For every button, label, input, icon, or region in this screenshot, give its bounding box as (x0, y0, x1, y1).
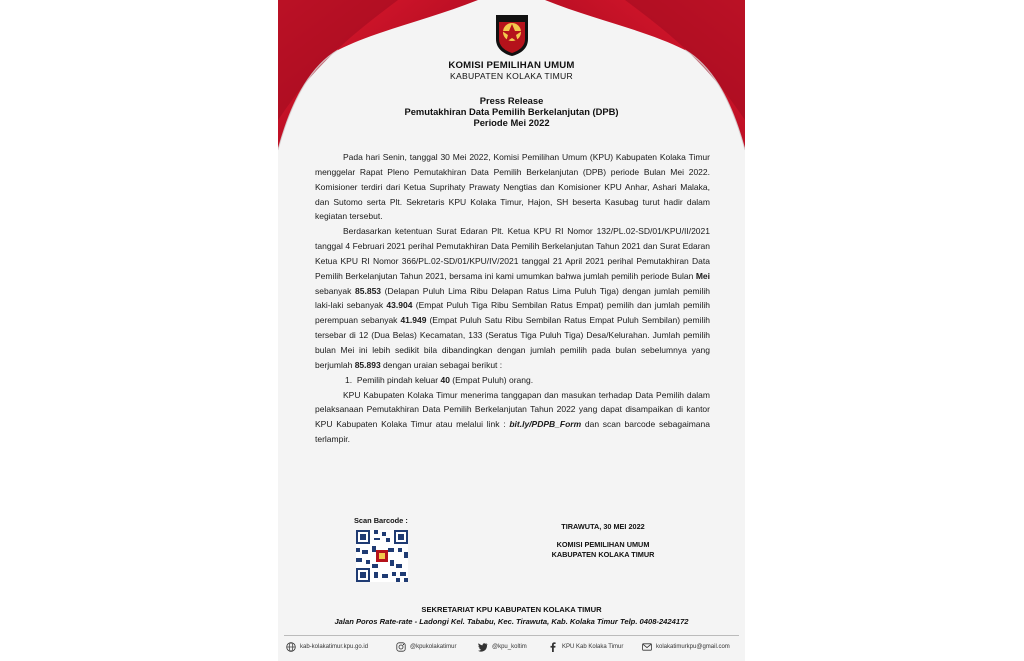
press-release-heading: Press Release (479, 95, 544, 106)
scan-barcode-label: Scan Barcode : (354, 516, 408, 525)
social-label: @kpu_koltim (492, 644, 527, 650)
social-facebook[interactable] (548, 642, 623, 652)
instagram-icon (396, 642, 406, 652)
social-instagram[interactable] (396, 642, 456, 652)
press-release-subject: Pemutakhiran Data Pemilih Berkelanjutan (DPB) (404, 106, 619, 117)
social-twitter[interactable] (478, 642, 527, 652)
text-span: (Empat Puluh) orang. (449, 374, 534, 385)
text-span: dan scan barcode sebagaimana terlampir. (315, 419, 710, 445)
qr-code[interactable] (356, 530, 408, 582)
signature-date: TIRAWUTA, 30 MEI 2022 (561, 522, 645, 531)
facebook-icon (548, 642, 558, 652)
text-span: KPU Kabupaten Kolaka Timur menerima tanggapan dan masukan terhadap Data Pemilih dalam pelaksanaan Pemutakhiran Data Pemilih Berkelanjutan Tahun 2022 yang dapat disampaikan di kantor KPU Kabupaten Kolaka Timur atau melalui link : (315, 389, 710, 430)
footer-secretariat: SEKRETARIAT KPU KABUPATEN KOLAKA TIMUR (421, 605, 602, 614)
month-highlight: Mei (695, 270, 710, 281)
text-span: Pemilih pindah keluar (356, 374, 441, 385)
kpu-logo-icon (492, 11, 532, 57)
text-span: dengan uraian sebagai berikut : (380, 359, 503, 370)
mail-icon (642, 642, 652, 652)
paragraph-1: Pada hari Senin, tanggal 30 Mei 2022, Komisi Pemilihan Umum (KPU) Kabupaten Kolaka Timur menggelar Rapat Pleno Pemutakhiran Data Pemilih Berkelanjutan (DPB) periode Bulan Mei 2022. Komisioner terdiri dari Ketua Suprihaty Prawaty Nengtias dan Komisioner KPU Anhar, Ashari Malaka, dan Sutomo serta Plt. Sekretaris KPU Kolaka Timur, Hajon, SH beserta Kasubag turut hadir dalam kegiatan tersebut. (315, 152, 710, 222)
form-link[interactable]: bit.ly/PDPB_Form (509, 419, 582, 430)
text-span: (Empat Puluh Satu Ribu Sembilan Ratus Empat Puluh Sembilan) pemilih tersebar di 12 (Dua Belas) Kecamatan, 133 (Seratus Tiga Puluh Tiga) Desa/Kelurahan. Jumlah pemilih bulan Mei ini lebih sedikit bila dibandingkan dengan jumlah pemilih pada bulan sebelumnya yang berjumlah (315, 315, 710, 370)
list-number: 1. (345, 374, 353, 385)
list-item (315, 373, 710, 388)
press-release-period: Periode Mei 2022 (473, 117, 550, 128)
globe-icon (286, 642, 296, 652)
social-label: kolakatimurkpu@gmail.com (656, 644, 730, 650)
signature-org-sub: KABUPATEN KOLAKA TIMUR (551, 550, 655, 559)
previous-voters: 85.893 (354, 359, 381, 370)
org-subtitle: KABUPATEN KOLAKA TIMUR (449, 71, 574, 81)
org-title: KOMISI PEMILIHAN UMUM (448, 60, 575, 71)
social-label: KPU Kab Kolaka Timur (562, 644, 624, 650)
text-span: (Empat Puluh Tiga Ribu Sembilan Ratus Empat) pemilih dan jumlah pemilih perempuan sebanyak (315, 300, 710, 326)
paragraph-2 (315, 224, 710, 372)
footer-divider (284, 635, 739, 636)
social-label: kab-kolakatimur.kpu.go.id (300, 644, 369, 650)
body-text (315, 150, 710, 447)
social-label: @kpukolakatimur (410, 644, 457, 650)
social-links (286, 642, 741, 656)
signature-org: KOMISI PEMILIHAN UMUM (556, 540, 650, 549)
total-voters: 85.853 (355, 285, 382, 296)
footer-address: Jalan Poros Rate-rate - Ladongi Kel. Tababu, Kec. Tirawuta, Kab. Kolaka Timur Telp. 0408-2424172 (334, 617, 689, 626)
press-release-page (278, 0, 745, 661)
twitter-icon (478, 642, 488, 652)
social-email[interactable] (642, 642, 730, 652)
social-website[interactable] (286, 642, 368, 652)
moved-out-count: 40 (440, 374, 450, 385)
text-span: (Delapan Puluh Lima Ribu Delapan Ratus Lima Puluh Tiga) dengan jumlah pemilih laki-laki sebanyak (315, 285, 710, 311)
male-voters: 43.904 (386, 300, 413, 311)
text-span: sebanyak (315, 285, 356, 296)
paragraph-3 (315, 388, 710, 447)
female-voters: 41.949 (400, 315, 427, 326)
text-span: Berdasarkan ketentuan Surat Edaran Plt. Ketua KPU RI Nomor 132/PL.02-SD/01/KPU/II/2021 tanggal 4 Februari 2021 perihal Pemutakhiran Data Pemilih Berkelanjutan Tahun 2021 dan Surat Edaran Ketua KPU RI Nomor 366/PL.02-SD/01/KPU/IV/2021 tanggal 21 April 2021 perihal Pemutakhiran Data Pemilih Berkelanjutan Tahun 2021, bersama ini kami umumkan bahwa jumlah pemilih periode Bulan (315, 226, 710, 281)
